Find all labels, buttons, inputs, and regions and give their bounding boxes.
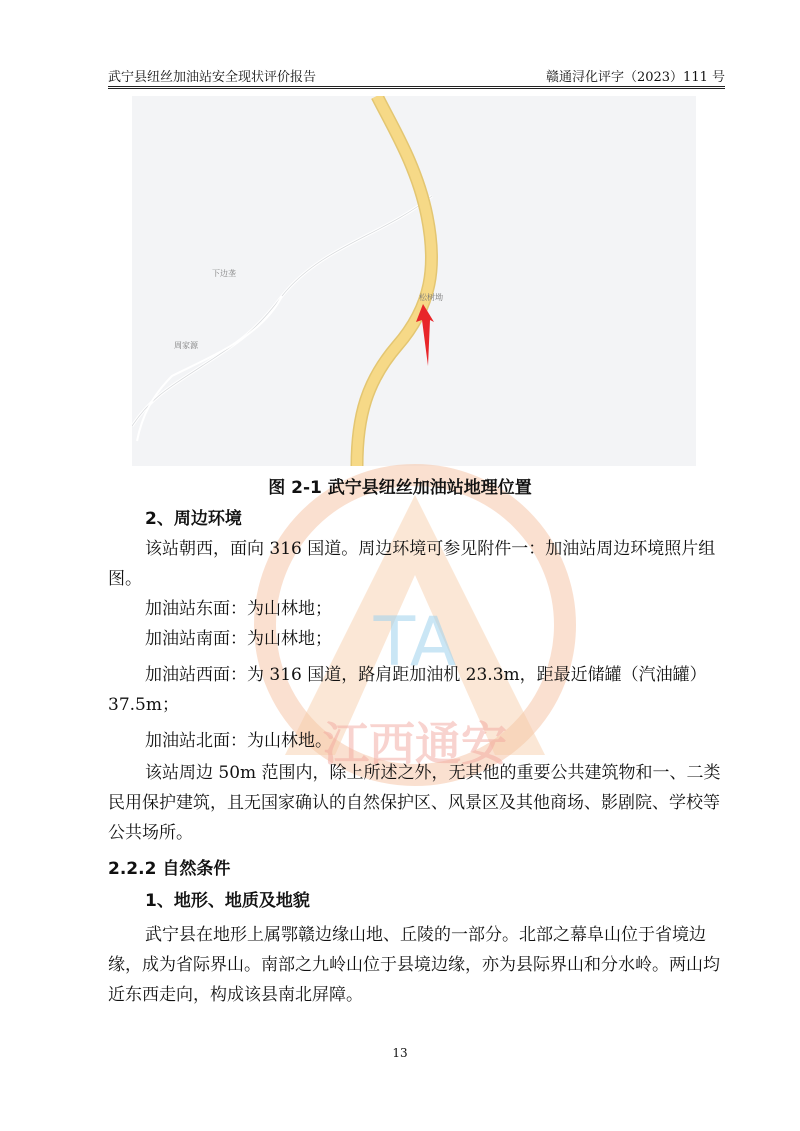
section-heading-surroundings: 2、周边环境 xyxy=(145,509,242,529)
page-header xyxy=(108,66,725,86)
figure-caption: 图 2-1 武宁县纽丝加油站地理位置 xyxy=(268,478,532,498)
header-report-number: 赣通浔化评字（2023）111 号 xyxy=(545,70,725,85)
section-heading-natural-conditions: 2.2.2 自然条件 xyxy=(108,859,231,879)
page-number: 13 xyxy=(392,1046,408,1060)
map-label-village-2: 周家源 xyxy=(174,341,198,350)
header-title: 武宁县纽丝加油站安全现状评价报告 xyxy=(108,70,317,85)
location-map xyxy=(132,96,696,466)
watermark-company-name: 江西通安 xyxy=(323,717,507,771)
map-label-village-1: 下边垄 xyxy=(212,269,236,278)
map-graphic xyxy=(132,96,696,466)
surroundings-east: 加油站东面：为山林地； xyxy=(145,599,332,619)
terrain-paragraph: 武宁县在地形上属鄂赣边缘山地、丘陵的一部分。北部之幕阜山位于省境边缘，成为省际界山。南部之九岭山位于县境边缘，亦为县际界山和分水岭。两山均近东西走向，构成该县南北屏障。 xyxy=(108,925,720,1005)
surroundings-paragraph-2: 该站周边 50m 范围内，除上所述之外，无其他的重要公共建筑物和一、二类民用保护建筑，且无国家确认的自然保护区、风景区及其他商场、影剧院、学校等公共场所。 xyxy=(108,763,721,843)
subheading-terrain: 1、地形、地质及地貌 xyxy=(145,891,310,911)
surroundings-north: 加油站北面：为山林地。 xyxy=(145,731,332,751)
surroundings-west: 加油站西面：为 316 国道，路肩距加油机 23.3m，距最近储罐（汽油罐）37.5m； xyxy=(108,665,707,715)
header-rule xyxy=(108,86,725,89)
surroundings-paragraph-1: 该站朝西，面向 316 国道。周边环境可参见附件一：加油站周边环境照片组图。 xyxy=(108,539,716,589)
map-label-station: 松树坳 xyxy=(419,293,443,302)
surroundings-south: 加油站南面：为山林地； xyxy=(145,629,332,649)
watermark-logo-text: TA xyxy=(373,603,457,682)
